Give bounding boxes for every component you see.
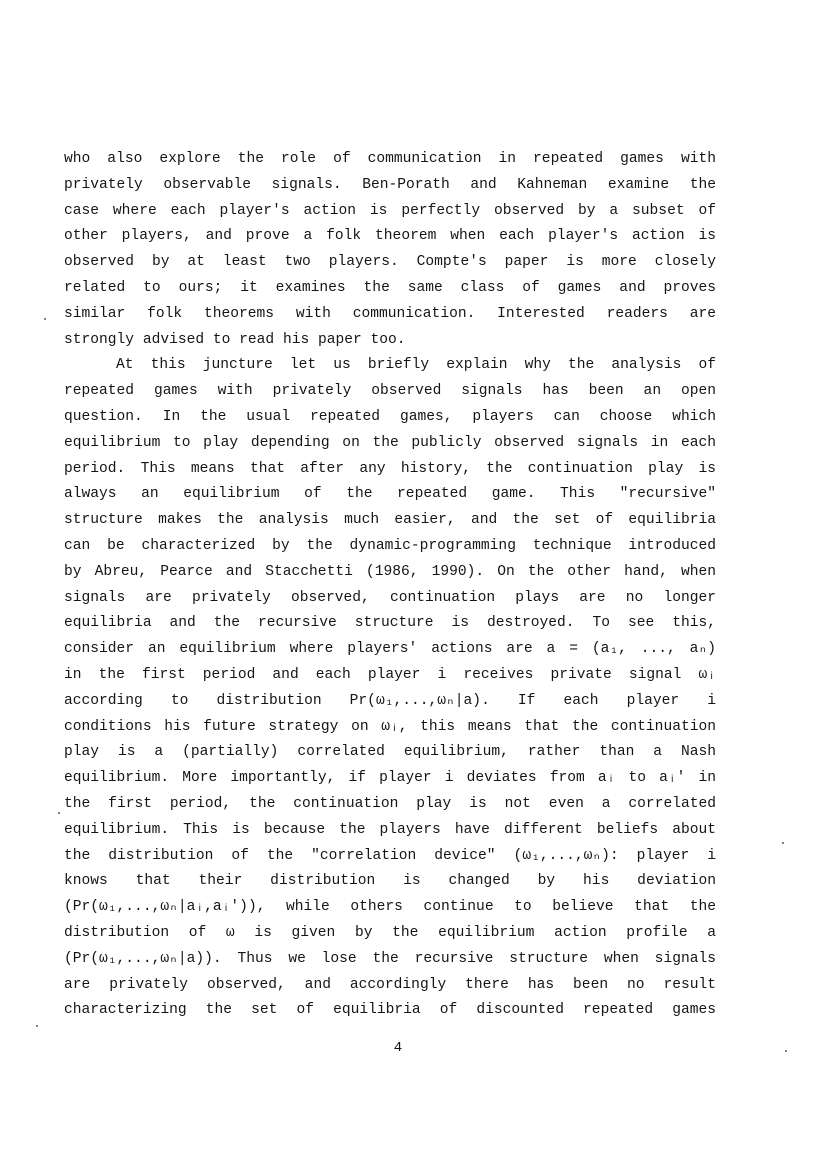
body-text: [64, 147, 716, 1024]
text-line: period. This means that after any history, the continuation play is: [64, 460, 716, 477]
text-line: equilibria and the recursive structure is destroyed. To see this,: [64, 615, 716, 632]
text-line: equilibrium. This is because the players have different beliefs about: [64, 821, 716, 838]
text-line: similar folk theorems with communication. Interested readers are: [64, 305, 716, 322]
text-line: play is a (partially) correlated equilibrium, rather than a Nash: [64, 744, 716, 761]
text-line: (Pr(ω₁,...,ωₙ|aᵢ,aᵢ')), while others continue to believe that the: [64, 899, 716, 916]
text-line: strongly advised to read his paper too.: [64, 331, 406, 348]
text-line: distribution of ω is given by the equilibrium action profile a: [64, 924, 716, 941]
scan-speck: [785, 1050, 787, 1052]
text-line: consider an equilibrium where players' actions are a = (a₁, ..., aₙ): [64, 641, 716, 658]
scan-speck: [782, 842, 784, 844]
text-line: the first period, the continuation play is not even a correlated: [64, 795, 716, 812]
text-line: always an equilibrium of the repeated game. This "recursive": [64, 486, 716, 503]
scan-speck: [44, 318, 46, 320]
text-line: the distribution of the "correlation device" (ω₁,...,ωₙ): player i: [64, 847, 716, 864]
text-line: related to ours; it examines the same class of games and proves: [64, 279, 716, 296]
text-line: equilibrium to play depending on the publicly observed signals in each: [64, 434, 716, 451]
scan-speck: [36, 1025, 38, 1027]
text-line: privately observable signals. Ben-Porath and Kahneman examine the: [64, 176, 716, 193]
text-line: are privately observed, and accordingly there has been no result: [64, 976, 716, 993]
text-line: according to distribution Pr(ω₁,...,ωₙ|a). If each player i: [64, 692, 716, 709]
text-line: by Abreu, Pearce and Stacchetti (1986, 1990). On the other hand, when: [64, 563, 716, 580]
text-line: question. In the usual repeated games, players can choose which: [64, 408, 716, 425]
text-line: characterizing the set of equilibria of discounted repeated games: [64, 1002, 716, 1019]
text-line: other players, and prove a folk theorem when each player's action is: [64, 228, 716, 245]
text-line: in the first period and each player i receives private signal ωᵢ: [64, 666, 716, 683]
page-number: 4: [393, 1040, 403, 1056]
text-line: conditions his future strategy on ωᵢ, this means that the continuation: [64, 718, 716, 735]
text-line: repeated games with privately observed signals has been an open: [64, 383, 716, 400]
text-line: (Pr(ω₁,...,ωₙ|a)). Thus we lose the recursive structure when signals: [64, 950, 716, 967]
text-line: can be characterized by the dynamic-programming technique introduced: [64, 537, 716, 554]
text-line: case where each player's action is perfectly observed by a subset of: [64, 202, 716, 219]
text-line: structure makes the analysis much easier, and the set of equilibria: [64, 512, 716, 529]
text-line: equilibrium. More importantly, if player i deviates from aᵢ to aᵢ' in: [64, 770, 716, 787]
text-line: knows that their distribution is changed by his deviation: [64, 873, 716, 890]
scan-speck: [58, 812, 60, 814]
text-line: who also explore the role of communication in repeated games with: [64, 151, 716, 167]
text-line: observed by at least two players. Compte's paper is more closely: [64, 254, 716, 271]
text-line: signals are privately observed, continuation plays are no longer: [64, 589, 716, 606]
text-line: At this juncture let us briefly explain why the analysis of: [116, 357, 716, 374]
